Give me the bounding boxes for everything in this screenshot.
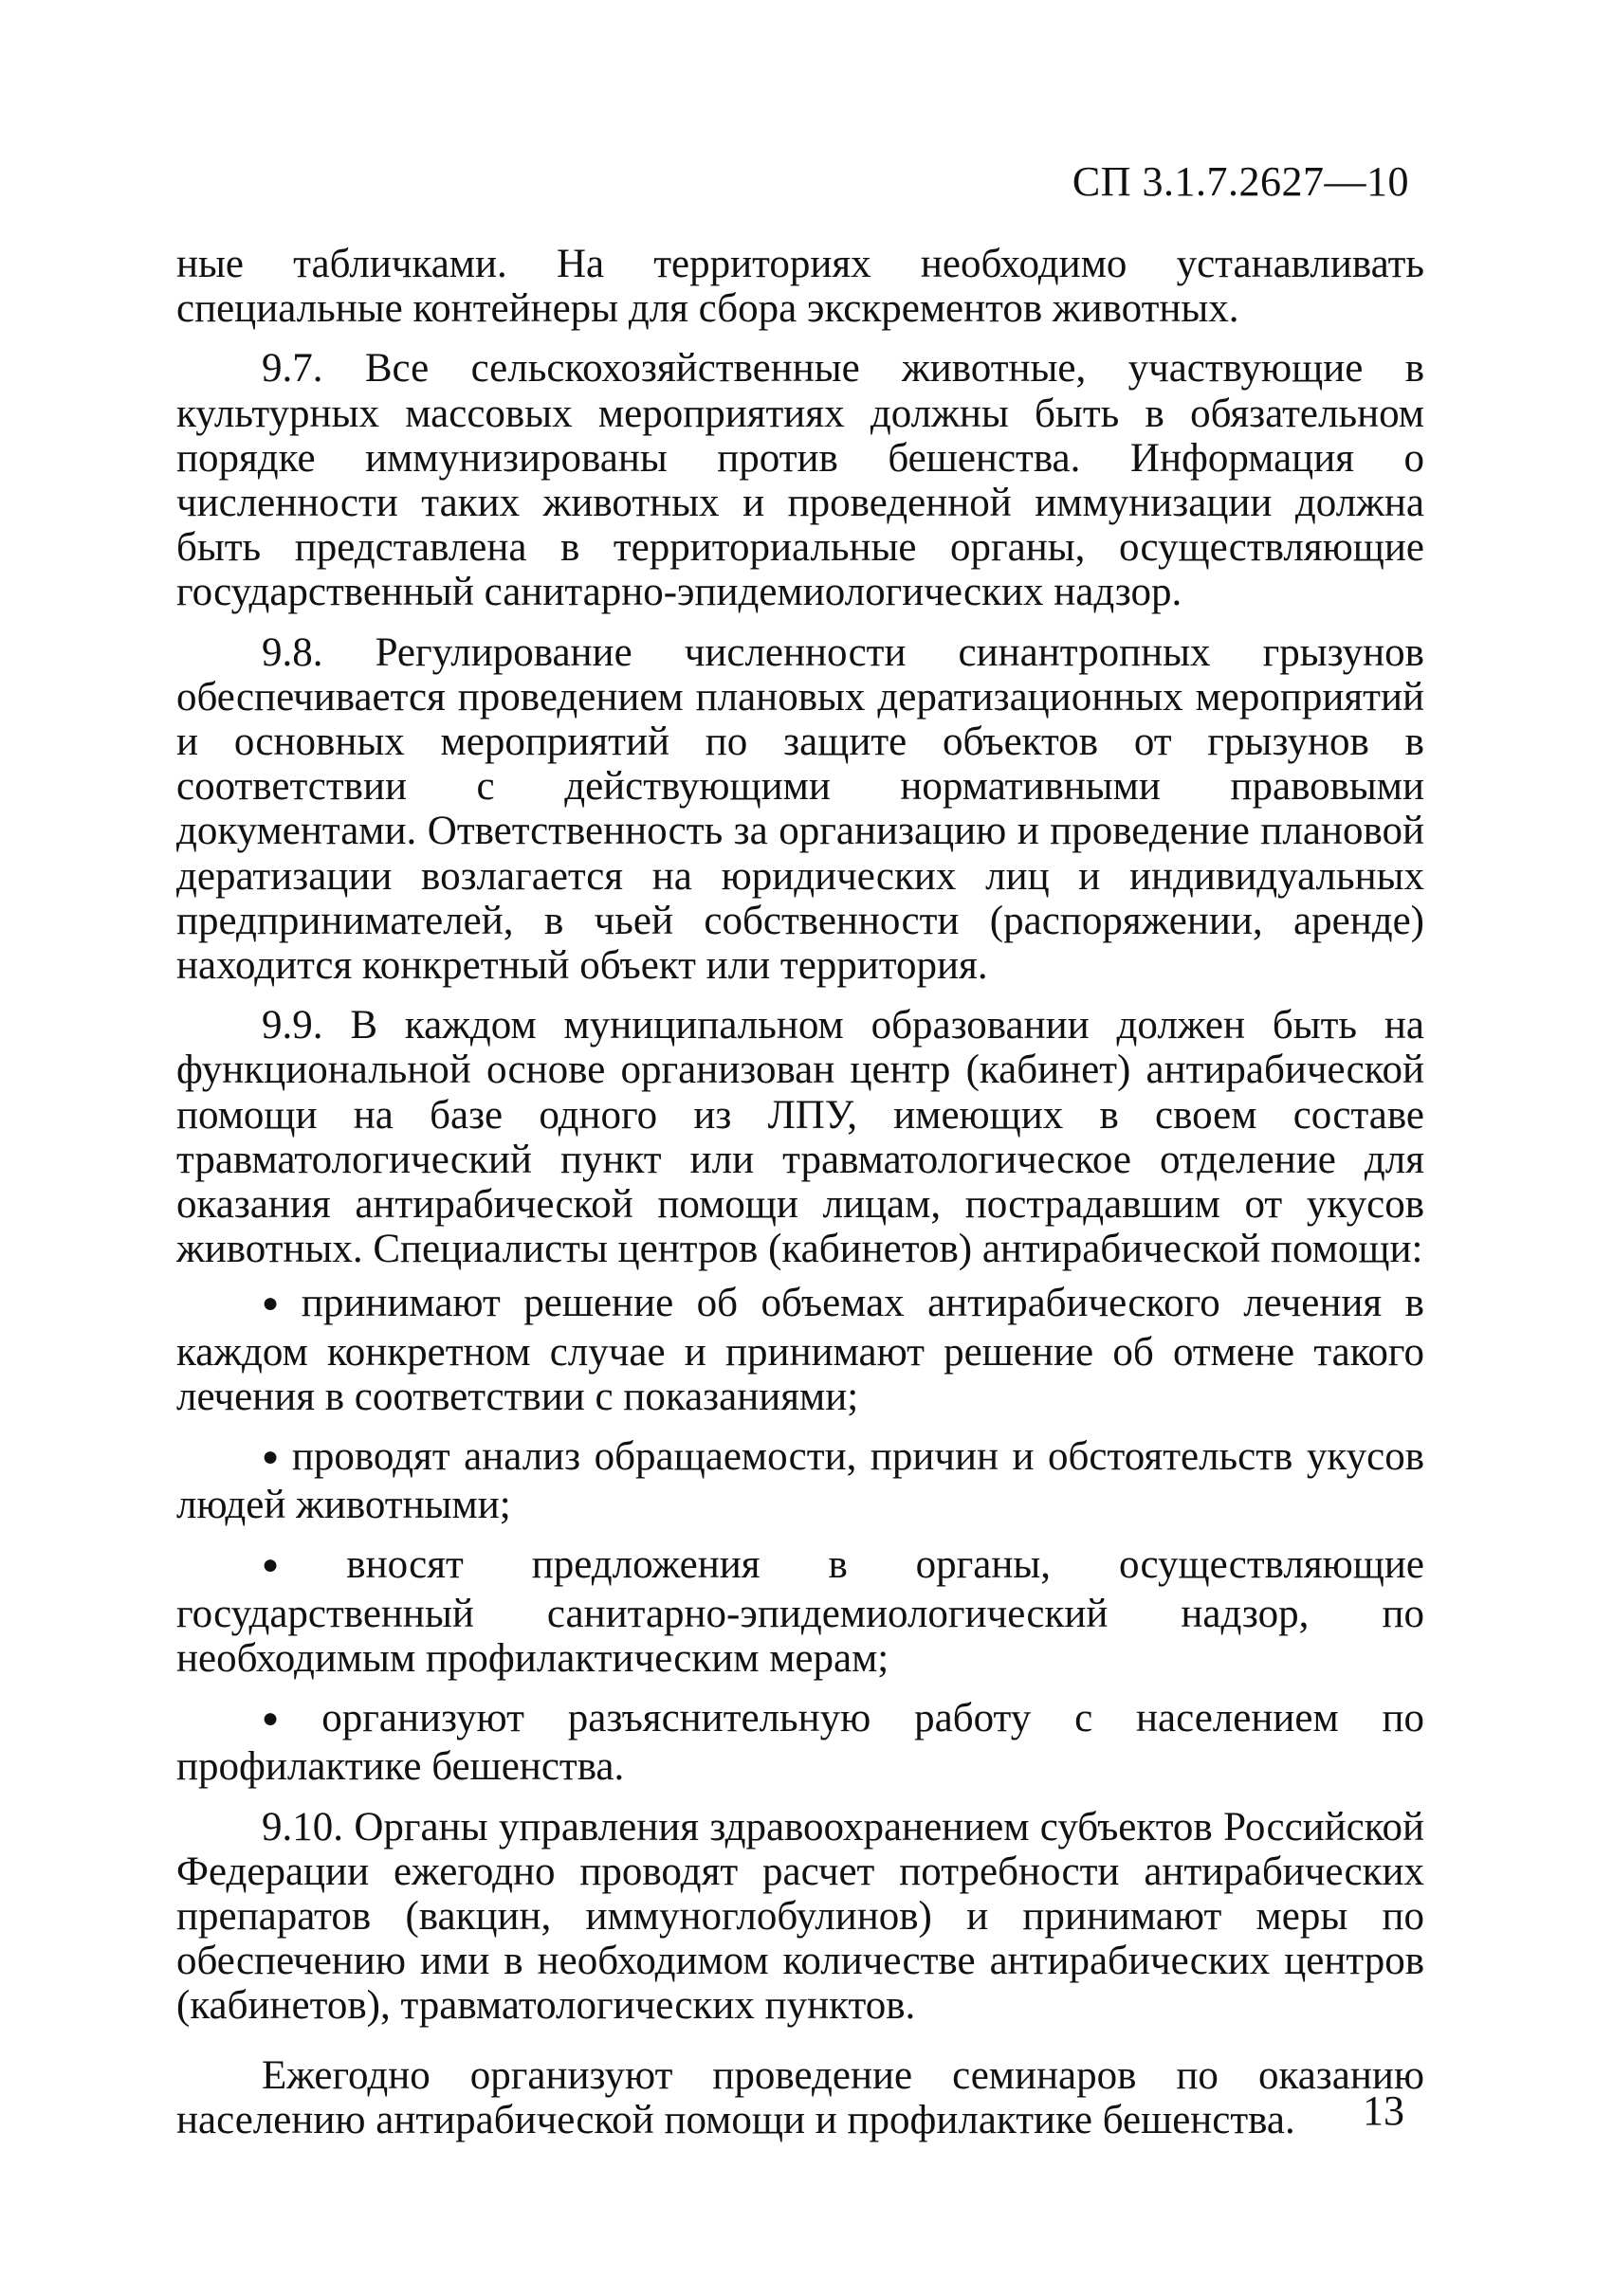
document-code: СП 3.1.7.2627—10	[1072, 158, 1409, 205]
paragraph-9-7: 9.7. Все сельскохозяйственные животные, участвующие в культурных массовых мероприятиях должны быть в обязательном порядке иммунизированы против бешенства. Информация о численности таких животных и проведенной иммунизации должна быть представлена в территориальные органы, осуществляющие государственный санитарно-эпидемиологических надзор.	[176, 346, 1424, 615]
bullet-icon: ●	[262, 1703, 313, 1735]
bullet-item	[176, 1696, 1424, 1789]
bullet-item	[176, 1542, 1424, 1681]
bullet-icon: ●	[262, 1287, 292, 1320]
bullet-item	[176, 1281, 1424, 1419]
paragraph-9-9: 9.9. В каждом муниципальном образовании должен быть на функциональной основе организован центр (кабинет) антирабической помощи на базе одного из ЛПУ, имеющих в своем составе травматологический пункт или травматологическое отделение для оказания антирабической помощи лицам, пострадавшим от укусов животных. Специалисты центров (кабинетов) антирабической помощи:	[176, 1003, 1424, 1272]
bullet-icon: ●	[262, 1441, 283, 1473]
bullet-text: организуют разъяснительную работу с населением по профилактике бешенства.	[176, 1696, 1425, 1790]
bullet-text: проводят анализ обращаемости, причин и обстоятельств укусов людей животными;	[176, 1434, 1424, 1528]
paragraph-9-10: 9.10. Органы управления здравоохранением субъектов Российской Федерации ежегодно проводят расчет потребности антирабических препаратов (вакцин, иммуноглобулинов) и принимают меры по обеспечению ими в необходимом количестве антирабических центров (кабинетов), травматологических пунктов.	[176, 1804, 1424, 2029]
document-body	[176, 242, 1424, 2142]
bullet-item	[176, 1434, 1424, 1527]
bullet-text: принимают решение об объемах антирабического лечения в каждом конкретном случае и принимают решение об отмене такого лечения в соответствии с показаниями;	[176, 1281, 1424, 1419]
paragraph-9-8: 9.8. Регулирование численности синантропных грызунов обеспечивается проведением плановых дератизационных мероприятий и основных мероприятий по защите объектов от грызунов в соответствии с действующими нормативными правовыми документами. Ответственность за организацию и проведение плановой дератизации возлагается на юридических лиц и индивидуальных предпринимателей, в чьей собственности (распоряжении, аренде) находится конкретный объект или территория.	[176, 629, 1424, 989]
bullet-text: вносят предложения в органы, осуществляющие государственный санитарно-эпидемиологический надзор, по необходимым профилактическим мерам;	[176, 1542, 1424, 1681]
page-number: 13	[1363, 2087, 1404, 2134]
paragraph-continuation: ные табличками. На территориях необходимо устанавливать специальные контейнеры для сбора экскрементов животных.	[176, 242, 1424, 332]
bullet-icon: ●	[262, 1549, 338, 1581]
paragraph-seminars: Ежегодно организуют проведение семинаров по оказанию населению антирабической помощи и профилактике бешенства.	[176, 2052, 1424, 2142]
